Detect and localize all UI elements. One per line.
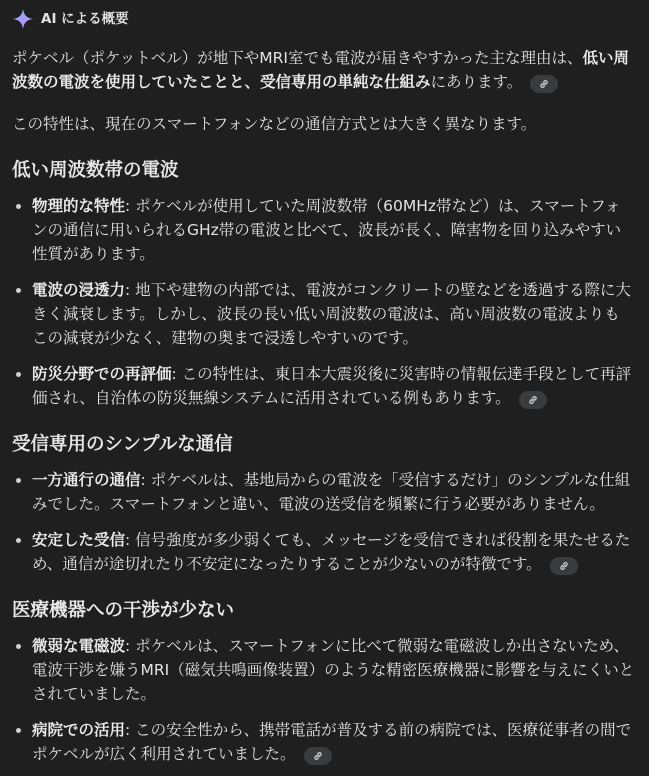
intro-prefix: ポケベル（ポケットベル）が地下やMRI室でも電波が届きやすかった主な理由は、 (12, 49, 583, 67)
list-item (12, 634, 635, 706)
item-text: : この安全性から、携帯電話が普及する前の病院では、医療従事者の間でポケベルが広く利用されていました。 (32, 721, 632, 763)
source-link-button[interactable] (550, 557, 578, 575)
item-term: 防災分野での再評価 (32, 365, 172, 383)
intro-suffix: にあります。 (430, 73, 523, 91)
list-item (12, 468, 635, 516)
item-term: 安定した受信 (32, 531, 126, 549)
item-term: 物理的な特性 (32, 197, 126, 215)
source-link-button[interactable] (519, 391, 547, 409)
source-link-button[interactable] (304, 747, 332, 765)
ai-overview-title: AI による概要 (41, 11, 129, 27)
link-icon (538, 78, 550, 90)
section-list-low-frequency (12, 194, 635, 410)
link-icon (527, 394, 539, 406)
list-item (12, 278, 635, 350)
list-item (12, 528, 635, 576)
section-heading-medical: 医療機器への干渉が少ない (12, 600, 235, 621)
item-text: : この特性は、東日本大震災後に災害時の情報伝達手段として再評価され、自治体の防災無線システムに活用されている例もあります。 (32, 365, 632, 407)
list-item (12, 718, 635, 766)
section-heading-low-frequency: 低い周波数帯の電波 (12, 160, 179, 181)
summary-note: この特性は、現在のスマートフォンなどの通信方式とは大きく異なります。 (12, 115, 537, 133)
item-text: : 地下や建物の内部では、電波がコンクリートの壁などを透過する際に大きく減衰します。しかし、波長の長い低い周波数の電波は、高い周波数の電波よりもこの減衰が少なく、建物の奥まで浸透しやすいのです。 (32, 281, 631, 347)
link-icon (312, 750, 324, 762)
item-text: : ポケベルは、スマートフォンに比べて微弱な電磁波しか出さないため、電波干渉を嫌うMRI（磁気共鳴画像装置）のような精密医療機器に影響を与えにくいとされていました。 (32, 637, 635, 703)
item-term: 電波の浸透力 (32, 281, 126, 299)
section-list-medical (12, 634, 635, 766)
sparkle-icon (12, 8, 34, 30)
item-term: 微弱な電磁波 (32, 637, 126, 655)
link-icon (558, 560, 570, 572)
section-heading-receive-only: 受信専用のシンプルな通信 (12, 434, 233, 455)
item-text: : 信号強度が多少弱くても、メッセージを受信できれば役割を果たせるため、通信が途切れたり不安定になったりすることが少ないのが特徴です。 (32, 531, 631, 573)
item-text: : ポケベルは、基地局からの電波を「受信するだけ」のシンプルな仕組みでした。スマートフォンと違い、電波の送受信を頻繁に行う必要がありません。 (32, 471, 631, 513)
source-link-button[interactable] (530, 75, 558, 93)
intro-paragraph (12, 46, 635, 94)
section-list-receive-only (12, 468, 635, 576)
ai-overview-panel (0, 6, 649, 776)
item-term: 一方通行の通信 (32, 471, 141, 489)
ai-overview-header (12, 6, 635, 32)
list-item (12, 362, 635, 410)
list-item (12, 194, 635, 266)
item-term: 病院での活用 (32, 721, 126, 739)
intro-bold: 低い周波数の電波を使用していたことと、受信専用の単純な仕組み (12, 49, 629, 91)
item-text: : ポケベルが使用していた周波数帯（60MHz帯など）は、スマートフォンの通信に用いられるGHz帯の電波と比べて、波長が長く、障害物を回り込みやすい性質があります。 (32, 197, 622, 263)
